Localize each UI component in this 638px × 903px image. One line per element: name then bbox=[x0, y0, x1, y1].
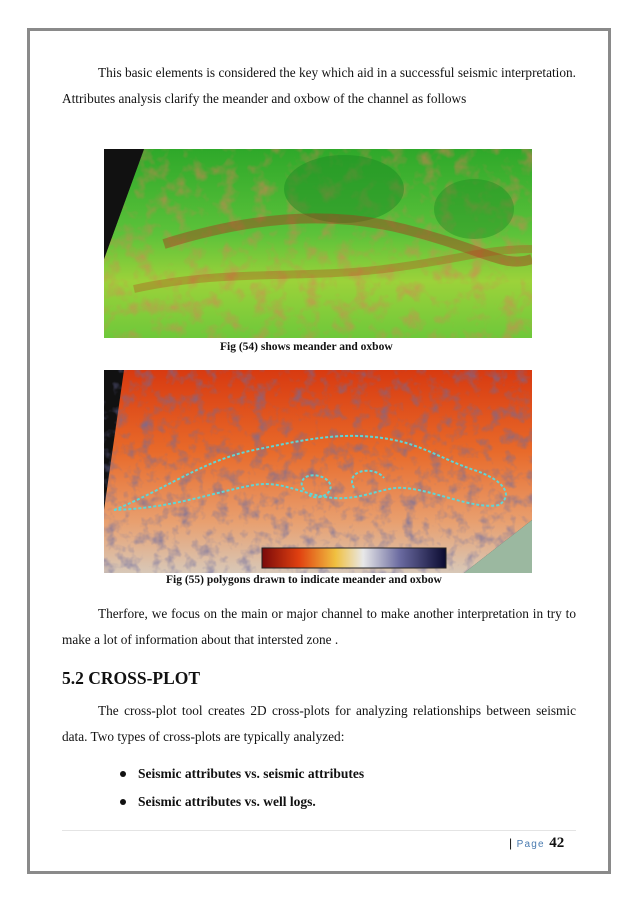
figure-55-image bbox=[104, 370, 532, 573]
page-number-value: 42 bbox=[549, 835, 565, 851]
bullet-text: Seismic attributes vs. seismic attributes bbox=[138, 766, 365, 781]
therefore-paragraph: Therfore, we focus on the main or major channel to make another interpretation in try to make a lot of information about that intersted zone . bbox=[62, 606, 576, 647]
bullet-text: Seismic attributes vs. well logs. bbox=[138, 794, 316, 809]
bullet-list bbox=[120, 764, 364, 820]
section-heading: 5.2 CROSS-PLOT bbox=[62, 668, 201, 688]
page-number bbox=[509, 834, 564, 852]
crossplot-paragraph: The cross-plot tool creates 2D cross-plots for analyzing relationships between seismic data. Two types of cross-plots are typically analyzed: bbox=[62, 703, 576, 744]
intro-paragraph: This basic elements is considered the key which aid in a successful seismic interpretation. Attributes analysis clarify the meander and oxbow of the channel as follows bbox=[62, 65, 576, 106]
seismic-attribute-map-green bbox=[104, 149, 532, 338]
seismic-attribute-map-polygons bbox=[104, 370, 532, 573]
bullet-icon bbox=[120, 799, 126, 805]
figure-55-caption: Fig (55) polygons drawn to indicate meander and oxbow bbox=[166, 574, 442, 586]
page-separator: | bbox=[509, 836, 513, 850]
figure-54-caption: Fig (54) shows meander and oxbow bbox=[220, 341, 393, 353]
bullet-icon bbox=[120, 771, 126, 777]
footer-rule bbox=[62, 830, 576, 831]
page-word: Page bbox=[516, 839, 545, 850]
figure-54-image bbox=[104, 149, 532, 338]
bullet-item bbox=[120, 792, 364, 820]
bullet-item bbox=[120, 764, 364, 792]
